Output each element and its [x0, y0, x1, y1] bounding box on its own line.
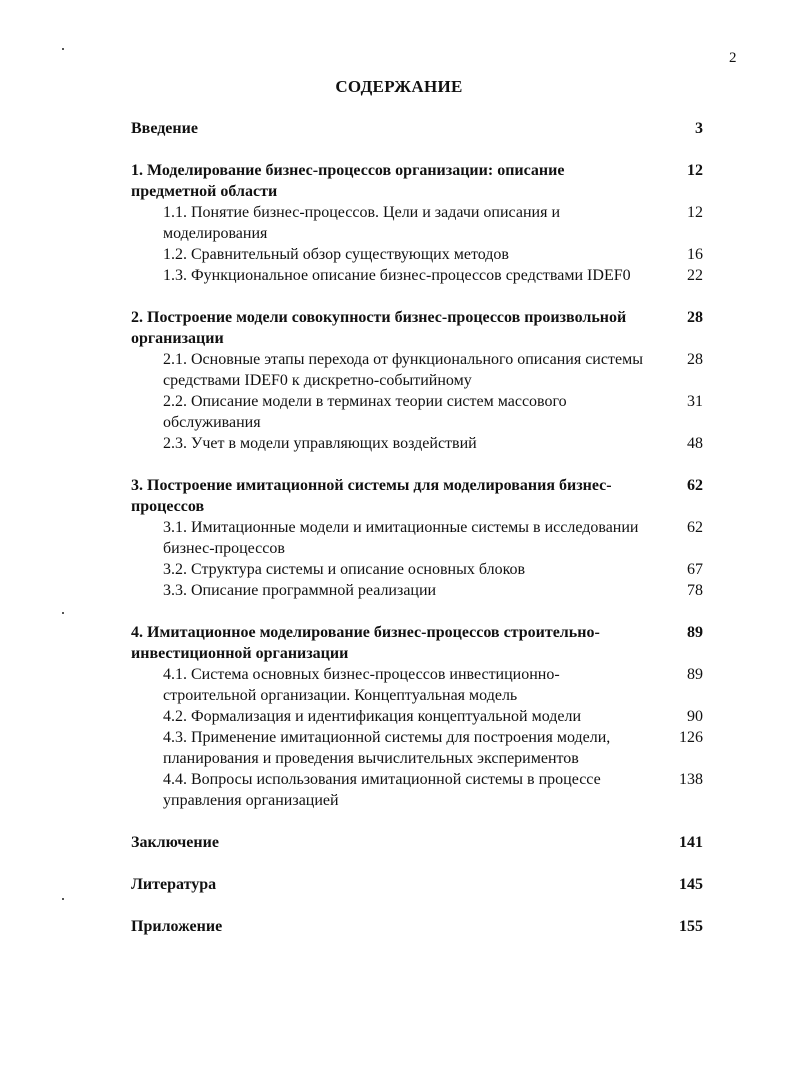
toc-entry [131, 916, 703, 937]
toc-entry-page: 78 [687, 582, 703, 599]
toc-entry [131, 706, 703, 727]
toc-entry-title: 1.3. Функциональное описание бизнес-процессов средствами IDEF0 [163, 267, 631, 284]
toc-entry [131, 265, 703, 286]
page-title: СОДЕРЖАНИЕ [335, 77, 463, 96]
toc-entry [131, 433, 703, 454]
toc-entry-page: 89 [687, 624, 703, 641]
toc-entry-title: 2. Построение модели совокупности бизнес-процессов произвольной организации [131, 309, 627, 347]
toc-entry-title: 4.3. Применение имитационной системы для построения модели, планирования и проведения вычислительных экспериментов [163, 729, 611, 767]
toc-entry-page: 48 [687, 435, 703, 452]
toc-entry [131, 160, 703, 202]
toc-entry-page: 138 [679, 771, 703, 788]
toc-entry [131, 349, 703, 391]
toc-entry-page: 28 [687, 351, 703, 368]
margin-mark [62, 612, 64, 614]
toc-entry [131, 559, 703, 580]
toc-entry-title: Заключение [131, 834, 219, 851]
toc-entry [131, 874, 703, 895]
toc-entry-page: 145 [679, 876, 703, 893]
toc-entry-page: 67 [687, 561, 703, 578]
toc-entry-page: 16 [687, 246, 703, 263]
toc-entry-title: 4.2. Формализация и идентификация концептуальной модели [163, 708, 582, 725]
toc-entry-title: 3.1. Имитационные модели и имитационные системы в исследовании бизнес-процессов [163, 519, 639, 557]
toc-entry-page: 12 [687, 162, 703, 179]
toc-entry [131, 391, 703, 433]
toc-entry [131, 727, 703, 769]
toc-entry-title: Приложение [131, 918, 223, 935]
page-number: 2 [729, 50, 737, 66]
toc-entry-title: 2.1. Основные этапы перехода от функционального описания системы средствами IDEF0 к дискретно-событийному [163, 351, 643, 389]
toc-entry-page: 62 [687, 477, 703, 494]
toc-entry-title: 2.3. Учет в модели управляющих воздействий [163, 435, 477, 452]
toc-entry-page: 31 [687, 393, 703, 410]
toc-entry-page: 28 [687, 309, 703, 326]
toc-entry-page: 90 [687, 708, 703, 725]
toc-entry [131, 832, 703, 853]
toc-entry-title: 4.4. Вопросы использования имитационной системы в процессе управления организацией [163, 771, 601, 809]
toc-entry [131, 769, 703, 811]
toc-entry-title: Введение [131, 120, 198, 137]
margin-mark [62, 48, 64, 50]
toc-entry-title: 4. Имитационное моделирование бизнес-процессов строительно-инвестиционной организации [131, 624, 600, 662]
toc-entry-page: 155 [679, 918, 703, 935]
toc-entry-title: 1.1. Понятие бизнес-процессов. Цели и задачи описания и моделирования [163, 204, 560, 242]
toc-entry-title: Литература [131, 876, 217, 893]
toc-entry-title: 1. Моделирование бизнес-процессов организации: описание предметной области [131, 162, 565, 200]
toc-entry-page: 62 [687, 519, 703, 536]
toc-entry [131, 118, 703, 139]
toc-entry-page: 141 [679, 834, 703, 851]
toc-entry-title: 3. Построение имитационной системы для моделирования бизнес-процессов [131, 477, 612, 515]
toc-entry [131, 244, 703, 265]
toc-entry [131, 664, 703, 706]
toc-entry [131, 517, 703, 559]
toc-entry [131, 622, 703, 664]
toc-entry-title: 3.2. Структура системы и описание основных блоков [163, 561, 526, 578]
toc-entry [131, 580, 703, 601]
table-of-contents [131, 118, 703, 937]
toc-entry-page: 12 [687, 204, 703, 221]
toc-entry [131, 307, 703, 349]
toc-entry-title: 4.1. Система основных бизнес-процессов инвестиционно-строительной организации. Концептуальная модель [163, 666, 560, 704]
toc-entry-page: 89 [687, 666, 703, 683]
toc-entry-page: 22 [687, 267, 703, 284]
toc-entry [131, 475, 703, 517]
toc-entry-title: 2.2. Описание модели в терминах теории систем массового обслуживания [163, 393, 567, 431]
toc-entry-title: 1.2. Сравнительный обзор существующих методов [163, 246, 509, 263]
toc-entry-title: 3.3. Описание программной реализации [163, 582, 437, 599]
toc-entry-page: 126 [679, 729, 703, 746]
toc-entry [131, 202, 703, 244]
toc-entry-page: 3 [695, 120, 703, 137]
margin-mark [62, 898, 64, 900]
